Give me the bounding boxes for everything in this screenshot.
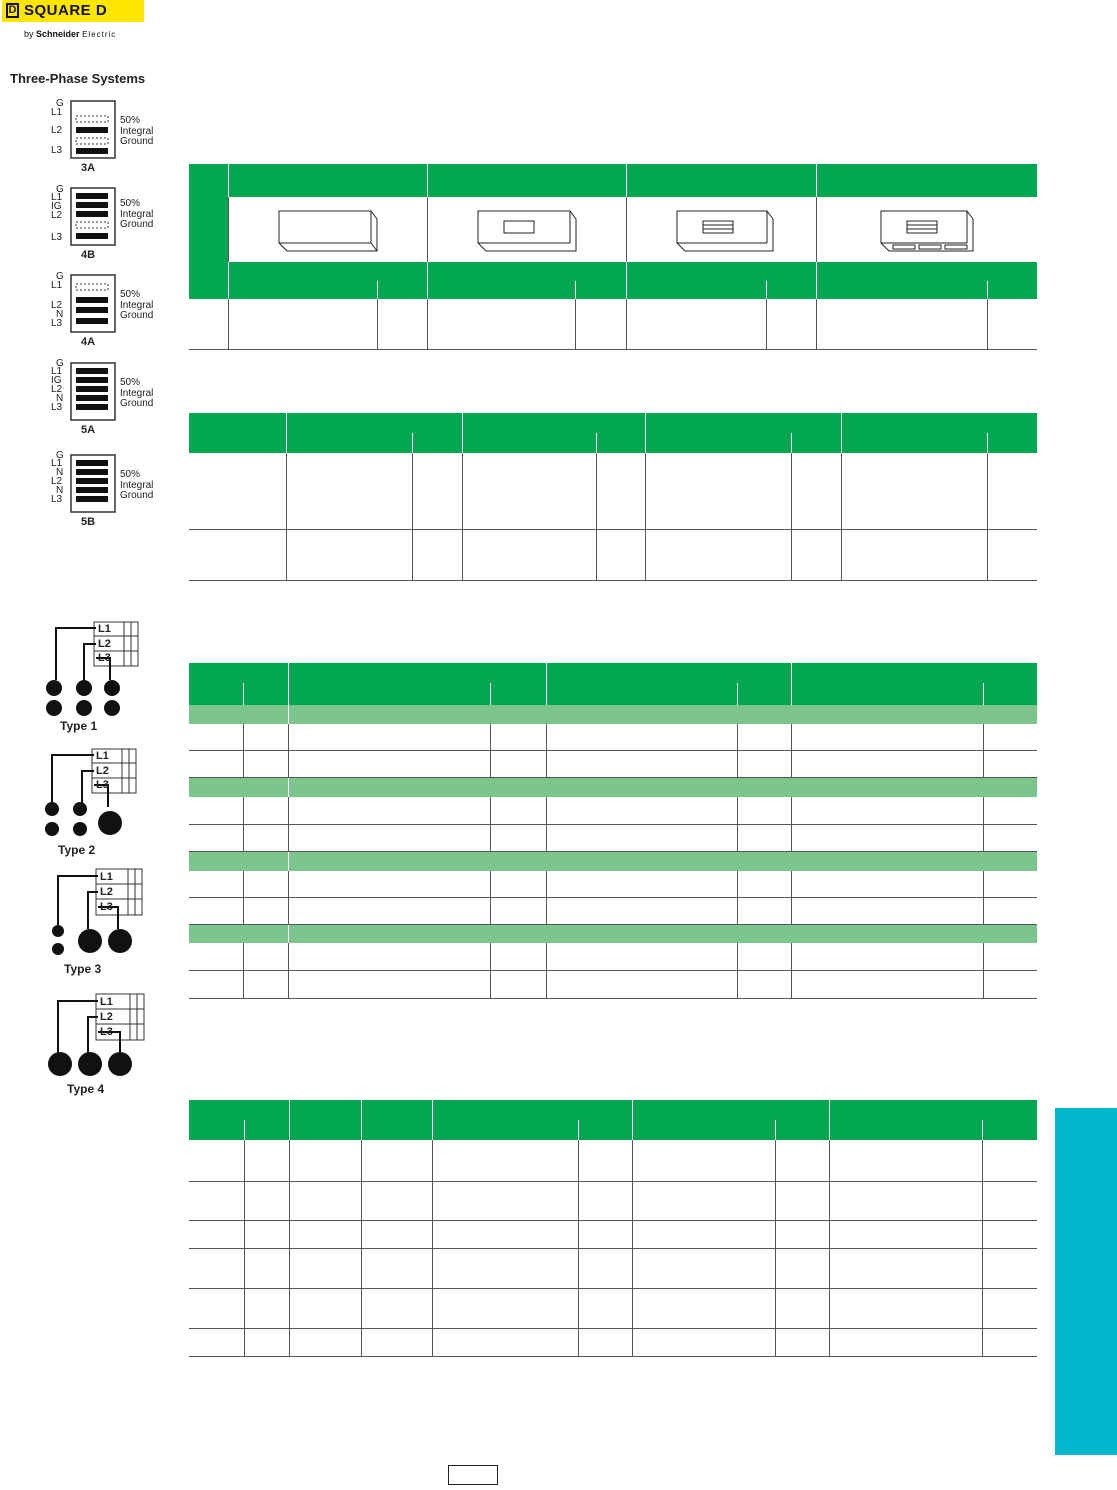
table-row [189, 970, 1037, 998]
bus-config-row [189, 453, 1037, 529]
wiring-type-3-graphic [40, 865, 150, 965]
bus-config-table [189, 413, 1037, 581]
table-row [189, 1140, 1037, 1181]
brand-tagline: by Schneider Electric [24, 29, 117, 39]
bus-5b-graphic [48, 450, 178, 530]
housing-table [189, 164, 1037, 350]
table-row [189, 1181, 1037, 1220]
receptacle-table [189, 663, 1037, 999]
logo-mark-icon: D [6, 3, 19, 18]
table-row [189, 797, 1037, 824]
housing-style-1 [228, 197, 427, 262]
housing-image-row [189, 197, 1037, 262]
bus-4b-graphic [48, 183, 178, 263]
table-row [189, 871, 1037, 897]
housing-header-row [189, 164, 1037, 197]
brand-name: SQUARE D [24, 2, 108, 19]
wiring-type-2-graphic [36, 745, 146, 845]
rating-table [189, 1100, 1037, 1357]
bus-diagram-4b: G L1 IG L2 L3 50% Integral Ground 4B [48, 183, 178, 263]
section-side-tab [1055, 1108, 1117, 1455]
table-row [189, 1220, 1037, 1248]
section-title: Three-Phase Systems [10, 71, 146, 86]
bus-diagram-5b: G L1 N L2 N L3 50% Integral Ground 5B [48, 450, 178, 530]
wiring-type-4-graphic [40, 990, 150, 1080]
table-row [189, 724, 1037, 750]
bus-5a-graphic [48, 358, 178, 438]
bus-diagram-5a: G L1 IG L2 N L3 50% Integral Ground 5A [48, 358, 178, 438]
table-row [189, 824, 1037, 851]
page-number-box [448, 1465, 498, 1485]
wiring-type-1: L1 L2 L3 Type 1 [36, 618, 146, 738]
table-row [189, 1248, 1037, 1288]
bus-config-row [189, 529, 1037, 580]
bus-diagram-4a: G L1 L2 N L3 50% Integral Ground 4A [48, 270, 178, 350]
table-row [189, 750, 1037, 777]
wiring-type-4: L1 L2 L3 Type 4 [40, 990, 150, 1100]
wiring-type-2: L1 L2 L3 Type 2 [36, 745, 146, 865]
bus-3a-graphic [48, 96, 178, 176]
housing-style-4 [816, 197, 1037, 262]
housing-style-2 [427, 197, 626, 262]
wiring-type-1-graphic [36, 618, 146, 718]
type-band [189, 851, 1037, 871]
bus-diagram-3a: G L1 L2 L3 50% Integral Ground 3A [48, 96, 178, 176]
housing-data-row [189, 299, 1037, 349]
table-row [189, 1288, 1037, 1328]
wiring-type-3: L1 L2 L3 Type 3 [40, 865, 150, 985]
type-band [189, 777, 1037, 797]
table-row [189, 1328, 1037, 1356]
type-band [189, 924, 1037, 943]
table-row [189, 943, 1037, 970]
bus-4a-graphic [48, 270, 178, 350]
type-band [189, 705, 1037, 724]
housing-style-3 [626, 197, 816, 262]
table-row [189, 897, 1037, 924]
